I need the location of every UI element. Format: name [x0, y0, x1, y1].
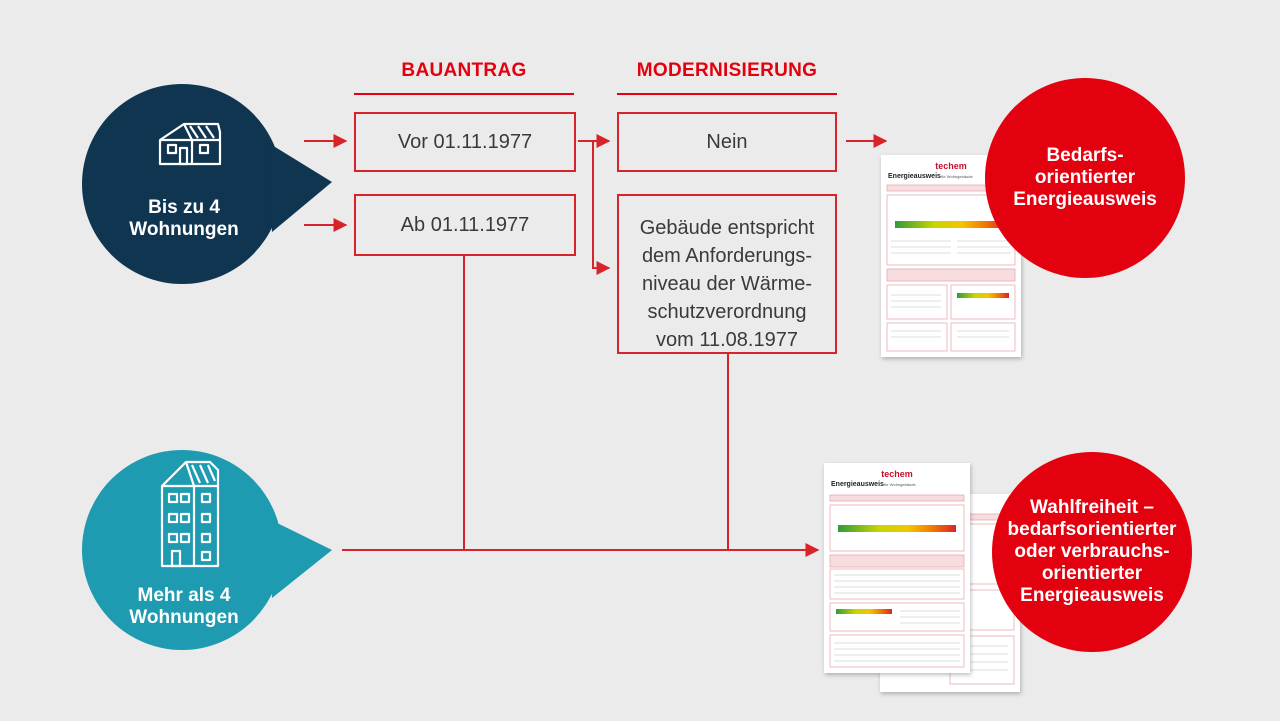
document-subtitle: für Wohngebäude — [941, 174, 973, 179]
document-front-form-lines — [824, 463, 970, 673]
bubble-top-label: Bis zu 4 Wohnungen — [129, 197, 239, 240]
document-front-brand: techem — [881, 469, 913, 479]
box-vor-1977: Vor 01.11.1977 — [354, 112, 576, 172]
document-brand: techem — [935, 161, 967, 171]
header-modernisierung-underline — [617, 93, 837, 95]
energieausweis-document-front — [824, 463, 970, 673]
box-gebaeude-anforderung-label: Gebäude entspricht dem Anforderungs- niveau der Wärme- schutzverordnung vom 11.08.1977 — [639, 217, 815, 351]
document-title: Energieausweis — [888, 173, 941, 180]
result-bedarf-label: Bedarfs- orientierter Energieausweis — [1013, 145, 1157, 210]
header-bauantrag-underline — [354, 93, 574, 95]
document-front-title: Energieausweis — [831, 481, 884, 488]
header-bauantrag: BAUANTRAG — [401, 60, 527, 81]
box-ab-1977 — [354, 194, 576, 256]
bubble-bottom-label: Mehr als 4 Wohnungen — [129, 585, 239, 628]
document-front-subtitle: für Wohngebäude — [884, 482, 916, 487]
box-gebaeude-anforderung — [617, 194, 837, 354]
arrow-vor-to-gebaeude — [578, 141, 609, 268]
result-wahl-label: Wahlfreiheit – bedarfsorientierter oder verbrauchs- orientierter Energieausweis — [1007, 497, 1177, 606]
bubble-top — [82, 82, 342, 292]
header-modernisierung: MODERNISIERUNG — [636, 60, 818, 81]
box-ab-1977-label: Ab 01.11.1977 — [400, 214, 530, 236]
box-nein: Nein — [617, 112, 837, 172]
